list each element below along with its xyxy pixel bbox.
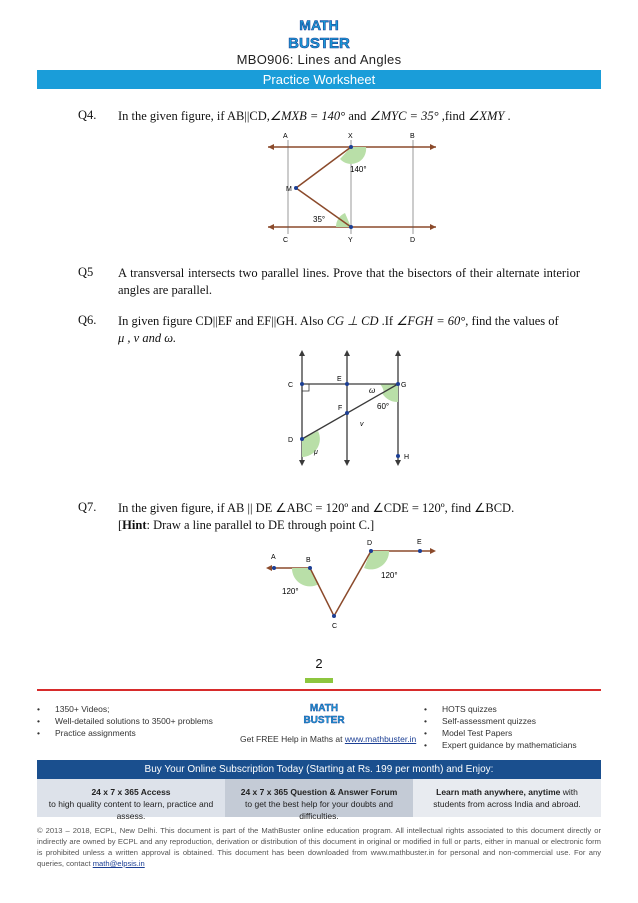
svg-text:ω: ω bbox=[369, 386, 376, 395]
svg-text:v: v bbox=[360, 421, 364, 428]
subscription-bar: Buy Your Online Subscription Today (Starting at Rs. 199 per month) and Enjoy: bbox=[37, 760, 601, 779]
svg-text:B: B bbox=[306, 557, 311, 564]
q7-figure bbox=[262, 536, 440, 631]
footer-divider bbox=[37, 689, 601, 691]
svg-text:X: X bbox=[348, 133, 353, 140]
page-number: 2 bbox=[315, 656, 323, 671]
list-item: • 1350+ Videos; bbox=[37, 703, 213, 715]
q7-text: In the given figure, if AB || DE ∠ABC = 120º and ∠CDE = 120º, find ∠BCD. [Hint: Draw a line parallel to DE through point C.] bbox=[118, 501, 515, 532]
svg-text:D: D bbox=[288, 437, 294, 444]
help-text: Get FREE Help in Maths at www.mathbuster.in bbox=[240, 734, 417, 744]
svg-text:C: C bbox=[288, 382, 294, 389]
segment-dg bbox=[302, 384, 398, 439]
svg-text:F: F bbox=[338, 405, 343, 412]
svg-text:BUSTER: BUSTER bbox=[303, 715, 345, 726]
svg-text:MATH: MATH bbox=[309, 703, 339, 714]
q4-figure bbox=[262, 130, 440, 248]
feature-anywhere: Learn math anywhere, anytime with students from across India and abroad. bbox=[413, 779, 601, 817]
svg-text:120°: 120° bbox=[282, 587, 299, 596]
svg-text:BUSTER: BUSTER bbox=[288, 35, 350, 52]
list-item: • Expert guidance by mathematicians bbox=[424, 739, 577, 751]
svg-text:Y: Y bbox=[348, 237, 353, 244]
svg-text:E: E bbox=[417, 539, 422, 546]
svg-text:C: C bbox=[283, 237, 289, 244]
svg-text:C: C bbox=[332, 623, 338, 630]
q6-text: In given figure CD||EF and EF||GH. Also CG ⊥ CD .If ∠FGH = 60°, find the values of μ , v and ω. bbox=[118, 314, 559, 345]
list-item: • Self-assessment quizzes bbox=[424, 715, 577, 727]
feature-forum: 24 x 7 x 365 Question & Answer Forum to get the best help for your doubts and difficulties. bbox=[225, 779, 413, 817]
svg-text:B: B bbox=[410, 133, 415, 140]
segment-cd bbox=[334, 551, 371, 616]
svg-text:M: M bbox=[286, 186, 292, 193]
svg-text:D: D bbox=[410, 237, 416, 244]
segment-bc bbox=[310, 568, 334, 616]
document-title: MBO906: Lines and Angles bbox=[236, 52, 402, 67]
page-number-underline bbox=[305, 678, 333, 683]
q6-number: Q6. bbox=[78, 313, 97, 327]
list-item: • Well-detailed solutions to 3500+ problems bbox=[37, 715, 213, 727]
features-list-right bbox=[424, 703, 577, 751]
svg-text:MATH: MATH bbox=[299, 17, 339, 33]
q4-text: In the given figure, if AB||CD,∠MXB = 140° and ∠MYC = 35° ,find ∠XMY . bbox=[118, 109, 511, 123]
svg-text:35°: 35° bbox=[313, 215, 326, 224]
q4-number: Q4. bbox=[78, 108, 97, 122]
svg-text:μ: μ bbox=[314, 449, 318, 456]
worksheet-banner: Practice Worksheet bbox=[37, 70, 601, 89]
svg-text:G: G bbox=[401, 382, 407, 389]
copyright-notice: © 2013 – 2018, ECPL, New Delhi. This document is part of the MathBuster online education program. All intellectual rights associated to this document directly or indirectly are owned by ECPL and any reproduction, derivation or distribution of this document in original or modified in full or parts, either in manual or electronic form is prohibited unless a written approval is obtained. This document has been downloaded from www.mathbuster.in for personal and non-commercial use. For any queries, contact math@elpsis.in bbox=[37, 826, 601, 868]
svg-text:140°: 140° bbox=[350, 165, 367, 174]
list-item: • HOTS quizzes bbox=[424, 703, 577, 715]
svg-text:D: D bbox=[367, 540, 373, 547]
svg-text:A: A bbox=[283, 133, 288, 140]
segment-xm bbox=[296, 147, 351, 188]
footer-logo bbox=[302, 700, 346, 726]
svg-text:60°: 60° bbox=[377, 402, 390, 411]
features-list-left bbox=[37, 703, 213, 739]
list-item: • Model Test Papers bbox=[424, 727, 577, 739]
feature-boxes bbox=[37, 779, 601, 821]
q6-figure bbox=[280, 346, 420, 470]
list-item: • Practice assignments bbox=[37, 727, 213, 739]
svg-text:120°: 120° bbox=[381, 571, 398, 580]
contact-email-link[interactable]: math@elpsis.in bbox=[92, 859, 145, 868]
svg-text:E: E bbox=[337, 376, 342, 383]
q7-number: Q7. bbox=[78, 500, 97, 514]
feature-access: 24 x 7 x 365 Access to high quality content to learn, practice and assess. bbox=[37, 779, 225, 817]
q5-number: Q5 bbox=[78, 265, 94, 279]
mathbuster-logo bbox=[286, 14, 352, 54]
mathbuster-link[interactable]: www.mathbuster.in bbox=[344, 734, 417, 744]
svg-text:A: A bbox=[271, 554, 276, 561]
q5-text: A transversal intersects two parallel lines. Prove that the bisectors of their alternate interior angles are parallel. bbox=[118, 266, 580, 297]
svg-text:H: H bbox=[404, 454, 410, 461]
